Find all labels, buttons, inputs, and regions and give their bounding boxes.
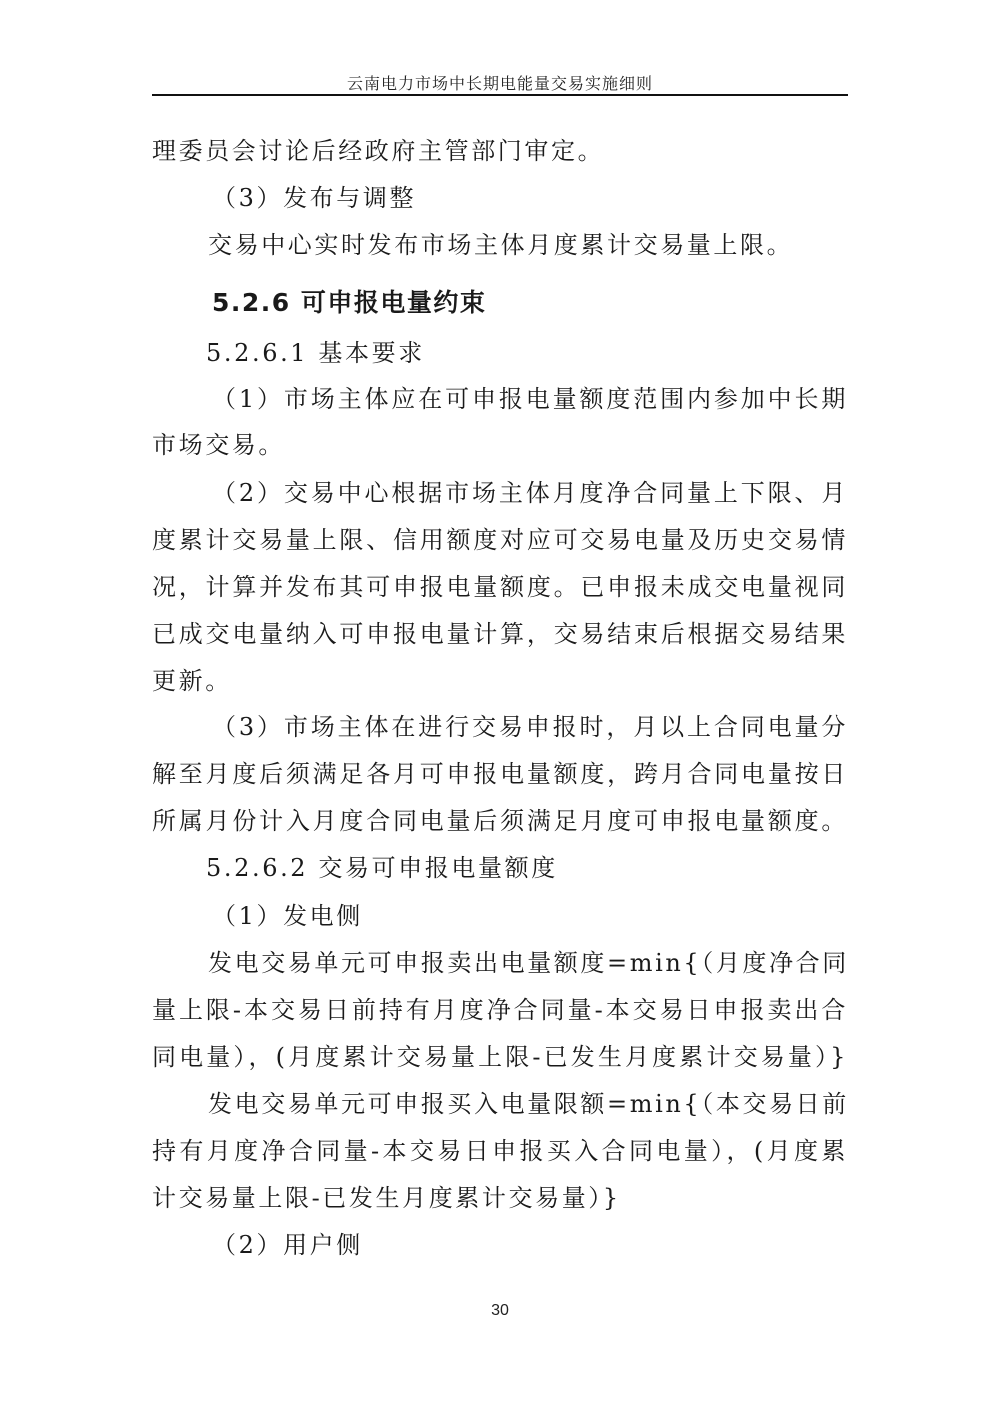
subsection-heading: 5.2.6.1 基本要求 (206, 339, 425, 367)
paragraph-line: 况，计算并发布其可申报电量额度。已申报未成交电量视同 (152, 573, 848, 601)
paragraph-line: 市场交易。 (152, 431, 285, 459)
paragraph-line: 理委员会讨论后经政府主管部门审定。 (152, 137, 605, 165)
header-rule (152, 94, 848, 96)
paragraph-line: 所属月份计入月度合同电量后须满足月度可申报电量额度。 (152, 807, 848, 835)
subsection-heading: 5.2.6.2 交易可申报电量额度 (206, 854, 558, 882)
paragraph-line: 度累计交易量上限、信用额度对应可交易电量及历史交易情 (152, 526, 848, 554)
paragraph-line: 已成交电量纳入可申报电量计算，交易结束后根据交易结果 (152, 620, 848, 648)
page-number: 30 (491, 1302, 509, 1319)
formula-line: 持有月度净合同量-本交易日申报买入合同电量），(月度累 (152, 1137, 848, 1165)
paragraph-line: （1）市场主体应在可申报电量额度范围内参加中长期 (212, 385, 848, 413)
paragraph-line: 更新。 (152, 667, 232, 695)
formula-line: 量上限-本交易日前持有月度净合同量-本交易日申报卖出合 (152, 996, 848, 1024)
formula-line: 同电量），(月度累计交易量上限-已发生月度累计交易量）} (152, 1043, 848, 1071)
paragraph-line: 交易中心实时发布市场主体月度累计交易量上限。 (208, 231, 794, 259)
section-heading: 5.2.6 可申报电量约束 (212, 288, 487, 317)
paragraph-line: （3）市场主体在进行交易申报时，月以上合同电量分 (212, 713, 848, 741)
running-header: 云南电力市场中长期电能量交易实施细则 (346, 74, 653, 93)
list-item-heading: （1）发电侧 (212, 902, 363, 930)
paragraph-line: 解至月度后须满足各月可申报电量额度，跨月合同电量按日 (152, 760, 848, 788)
formula-line: 发电交易单元可申报卖出电量额度=min{（月度净合同 (208, 949, 849, 977)
list-item-heading: （2）用户侧 (212, 1231, 363, 1259)
paragraph-line: （2）交易中心根据市场主体月度净合同量上下限、月 (212, 479, 848, 507)
formula-line: 计交易量上限-已发生月度累计交易量）} (152, 1184, 621, 1212)
list-item-heading: （3）发布与调整 (212, 184, 417, 212)
formula-line: 发电交易单元可申报买入电量限额=min{（本交易日前 (208, 1090, 849, 1118)
